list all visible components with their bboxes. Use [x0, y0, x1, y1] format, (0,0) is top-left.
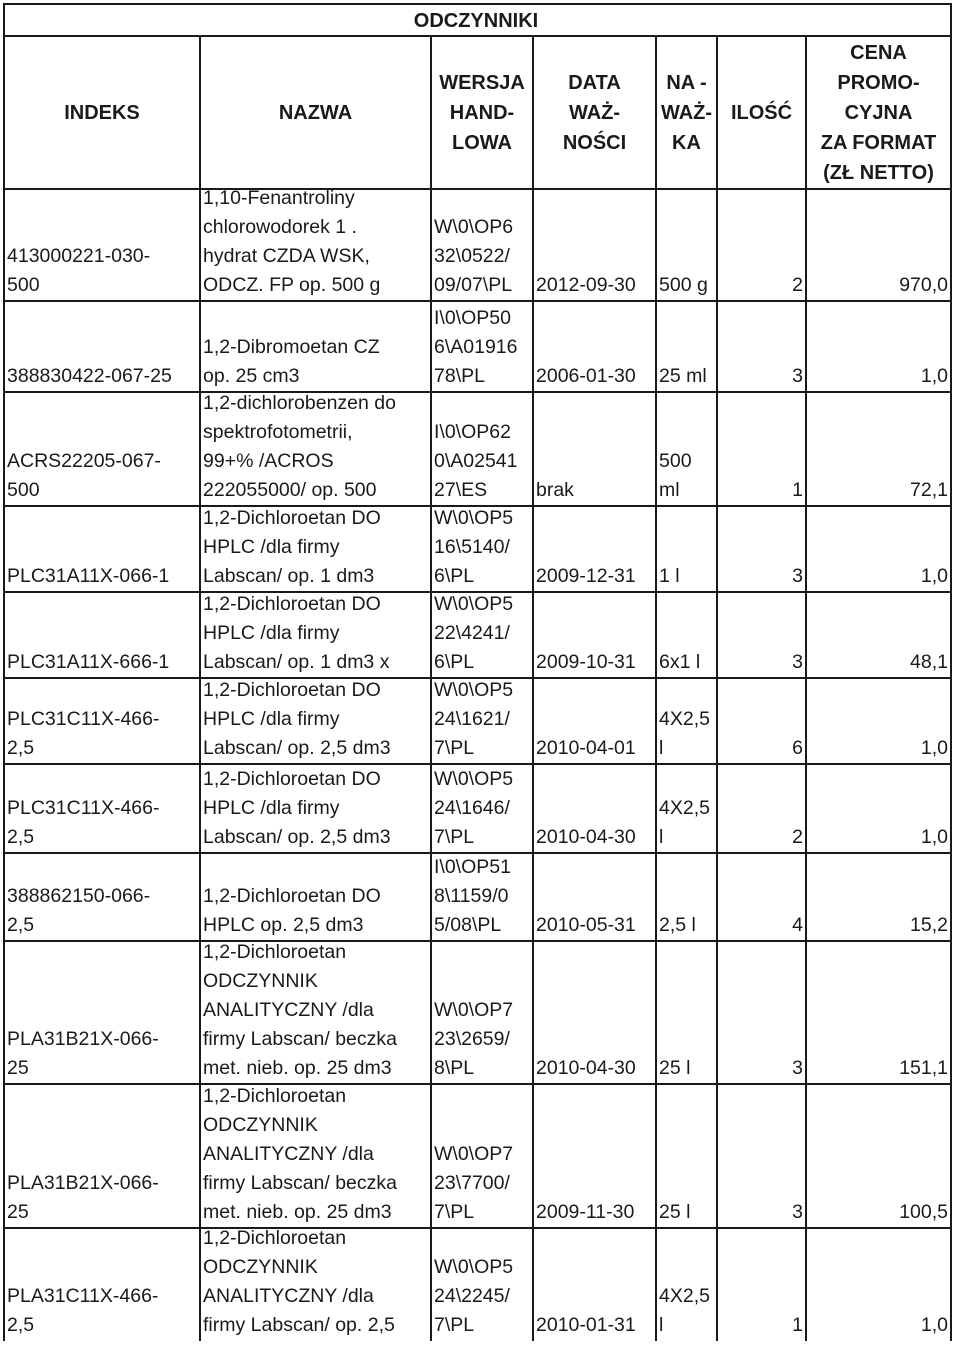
nawazka-cell: 6x1 l — [659, 651, 701, 673]
nawazka-cell: 25 l — [659, 1057, 691, 1079]
ilosc-cell: 3 — [792, 565, 803, 587]
header-data: DATA WAŻ- NOŚCI — [562, 71, 627, 154]
column-divider — [805, 36, 807, 1341]
data-cell: 2009-12-31 — [536, 565, 636, 587]
data-cell: 2010-01-31 — [536, 1314, 636, 1336]
cena-cell: 1,0 — [920, 565, 948, 587]
row-divider — [3, 940, 952, 942]
ilosc-cell: 2 — [792, 274, 803, 296]
indeks-cell: PLC31C11X-466- 2,5 — [7, 797, 160, 848]
nawazka-cell: 25 ml — [659, 365, 707, 387]
cena-cell: 1,0 — [920, 365, 948, 387]
column-divider — [199, 36, 201, 1341]
indeks-cell: PLA31B21X-066- 25 — [7, 1172, 159, 1223]
column-divider — [655, 36, 657, 1341]
data-cell: brak — [536, 479, 574, 501]
indeks-cell: PLC31A11X-666-1 — [7, 651, 170, 673]
row-divider — [3, 391, 952, 393]
nazwa-cell: 1,2-Dibromoetan CZ op. 25 cm3 — [203, 336, 380, 387]
nawazka-cell: 4X2,5 l — [659, 708, 710, 759]
ilosc-cell: 1 — [792, 479, 803, 501]
cena-cell: 1,0 — [920, 826, 948, 848]
nazwa-cell: 1,2-Dichloroetan ODCZYNNIK ANALITYCZNY /dla firmy Labscan/ op. 2,5 — [203, 1227, 395, 1336]
column-divider — [716, 36, 718, 1341]
indeks-cell: PLC31C11X-466- 2,5 — [7, 708, 160, 759]
nazwa-cell: 1,2-Dichloroetan DO HPLC /dla firmy Labscan/ op. 2,5 dm3 — [203, 768, 391, 848]
wersja-cell: I\0\OP51 8\1159/0 5/08\PL — [434, 856, 511, 936]
cena-cell: 1,0 — [920, 1314, 948, 1336]
data-cell: 2009-10-31 — [536, 651, 636, 673]
row-divider — [3, 300, 952, 302]
ilosc-cell: 3 — [792, 365, 803, 387]
data-cell: 2006-01-30 — [536, 365, 636, 387]
indeks-cell: 413000221-030- 500 — [7, 245, 151, 296]
nazwa-cell: 1,2-Dichloroetan ODCZYNNIK ANALITYCZNY /dla firmy Labscan/ beczka met. nieb. op. 25 dm3 — [203, 941, 398, 1079]
header-nazwa: NAZWA — [278, 101, 353, 124]
wersja-cell: W\0\OP5 24\1646/ 7\PL — [434, 768, 514, 848]
cena-cell: 1,0 — [920, 737, 948, 759]
nazwa-cell: 1,2-Dichloroetan DO HPLC /dla firmy Labscan/ op. 1 dm3 x — [203, 593, 390, 673]
nazwa-cell: 1,2-Dichloroetan DO HPLC /dla firmy Labscan/ op. 2,5 dm3 — [203, 679, 391, 759]
data-cell: 2012-09-30 — [536, 274, 636, 296]
cena-cell: 72,1 — [910, 479, 948, 501]
table-title: ODCZYNNIKI — [413, 10, 539, 32]
nazwa-cell: 1,10-Fenantroliny chlorowodorek 1 . hydrat CZDA WSK, ODCZ. FP op. 500 g — [203, 187, 381, 296]
header-nawazka: NA - WAŻ- KA — [660, 71, 713, 154]
data-cell: 2010-04-30 — [536, 826, 636, 848]
indeks-cell: 388862150-066- 2,5 — [7, 885, 151, 936]
ilosc-cell: 4 — [792, 914, 803, 936]
nazwa-cell: 1,2-Dichloroetan DO HPLC op. 2,5 dm3 — [203, 885, 381, 936]
nawazka-cell: 500 ml — [659, 450, 692, 501]
data-cell: 2010-04-30 — [536, 1057, 636, 1079]
wersja-cell: W\0\OP5 24\2245/ 7\PL — [434, 1256, 514, 1336]
cena-cell: 100,5 — [899, 1201, 948, 1223]
header-ilosc: ILOŚĆ — [730, 101, 793, 124]
ilosc-cell: 1 — [792, 1314, 803, 1336]
cena-cell: 970,0 — [899, 274, 948, 296]
nazwa-cell: 1,2-Dichloroetan ODCZYNNIK ANALITYCZNY /dla firmy Labscan/ beczka met. nieb. op. 25 dm3 — [203, 1085, 398, 1223]
data-cell: 2010-04-01 — [536, 737, 636, 759]
wersja-cell: W\0\OP7 23\7700/ 7\PL — [434, 1143, 514, 1223]
wersja-cell: W\0\OP5 22\4241/ 6\PL — [434, 593, 514, 673]
nazwa-cell: 1,2-dichlorobenzen do spektrofotometrii, 99+% /ACROS 222055000/ op. 500 — [203, 392, 396, 501]
wersja-cell: I\0\OP50 6\A01916 78\PL — [434, 307, 518, 387]
column-divider — [3, 4, 5, 1341]
nawazka-cell: 4X2,5 l — [659, 797, 710, 848]
wersja-cell: I\0\OP62 0\A02541 27\ES — [434, 421, 518, 501]
wersja-cell: W\0\OP5 24\1621/ 7\PL — [434, 679, 514, 759]
nazwa-cell: 1,2-Dichloroetan DO HPLC /dla firmy Labscan/ op. 1 dm3 — [203, 507, 381, 587]
ilosc-cell: 3 — [792, 1201, 803, 1223]
ilosc-cell: 2 — [792, 826, 803, 848]
row-divider — [3, 3, 952, 5]
wersja-cell: W\0\OP7 23\2659/ 8\PL — [434, 999, 514, 1079]
column-divider — [532, 36, 534, 1341]
column-divider — [950, 4, 952, 1341]
cena-cell: 48,1 — [910, 651, 948, 673]
ilosc-cell: 3 — [792, 1057, 803, 1079]
nawazka-cell: 25 l — [659, 1201, 691, 1223]
nawazka-cell: 2,5 l — [659, 914, 696, 936]
nawazka-cell: 500 g — [659, 274, 708, 296]
header-indeks: INDEKS — [64, 101, 140, 124]
indeks-cell: PLA31C11X-466- 2,5 — [7, 1285, 159, 1336]
column-divider — [430, 36, 432, 1341]
row-divider — [3, 1083, 952, 1085]
indeks-cell: PLA31B21X-066- 25 — [7, 1028, 159, 1079]
nawazka-cell: 1 l — [659, 565, 680, 587]
ilosc-cell: 6 — [792, 737, 803, 759]
cena-cell: 15,2 — [910, 914, 948, 936]
indeks-cell: PLC31A11X-066-1 — [7, 565, 170, 587]
wersja-cell: W\0\OP5 16\5140/ 6\PL — [434, 507, 514, 587]
header-cena: CENA PROMO- CYJNA ZA FORMAT (ZŁ NETTO) — [820, 41, 937, 184]
cena-cell: 151,1 — [899, 1057, 948, 1079]
row-divider — [3, 1227, 952, 1229]
data-cell: 2009-11-30 — [536, 1201, 635, 1223]
nawazka-cell: 4X2,5 l — [659, 1285, 710, 1336]
indeks-cell: 388830422-067-25 — [7, 365, 172, 387]
wersja-cell: W\0\OP6 32\0522/ 09/07\PL — [434, 216, 514, 296]
data-cell: 2010-05-31 — [536, 914, 636, 936]
ilosc-cell: 3 — [792, 651, 803, 673]
indeks-cell: ACRS22205-067- 500 — [7, 450, 161, 501]
header-wersja: WERSJA HAND- LOWA — [439, 71, 525, 154]
